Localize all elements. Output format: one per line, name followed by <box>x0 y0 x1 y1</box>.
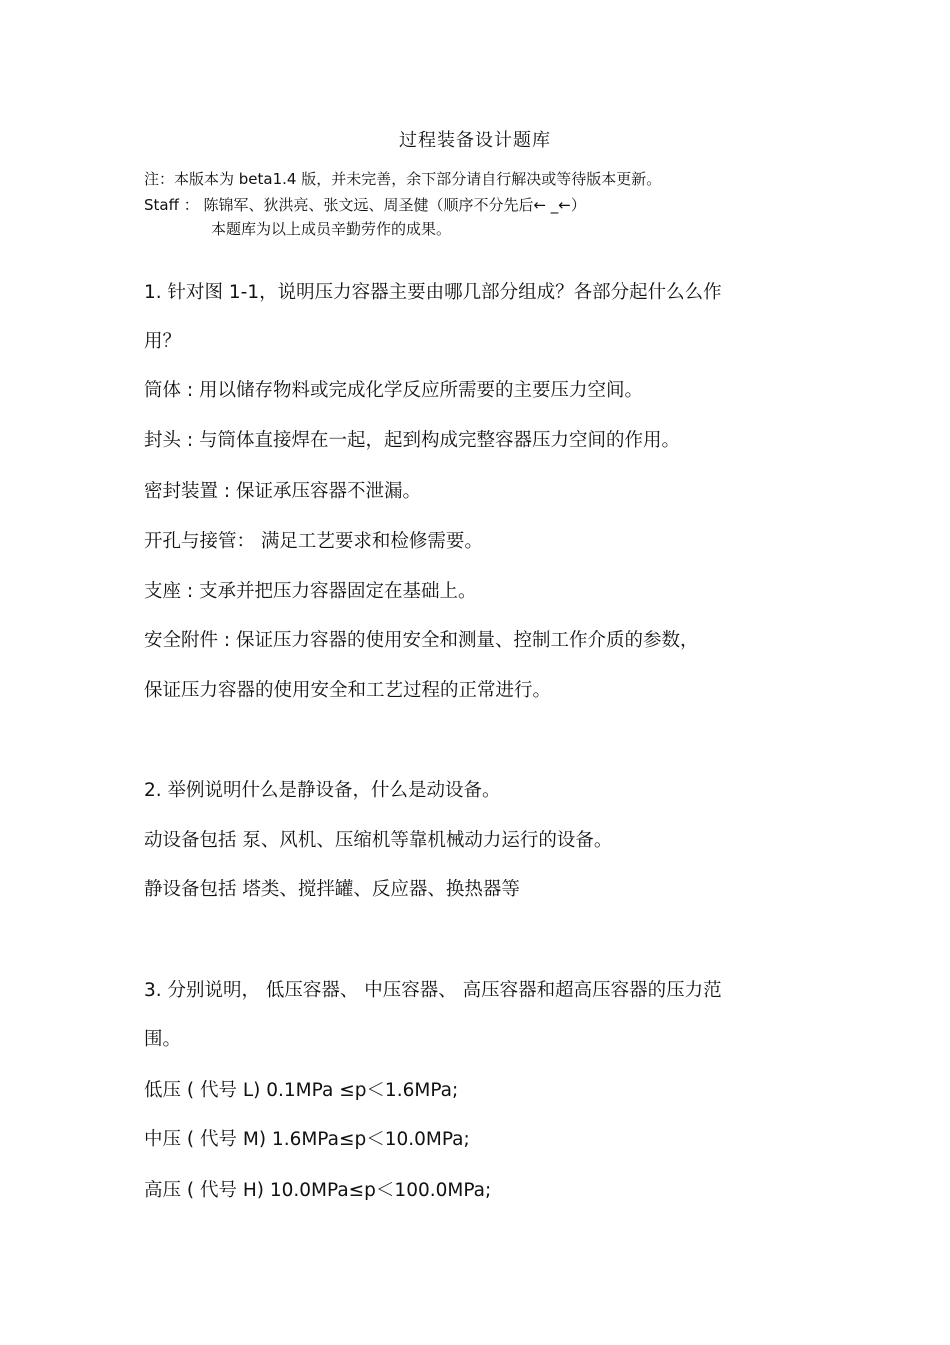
q1-answer-shell: 筒体 : 用以储存物料或完成化学反应所需要的主要压力空间。 <box>144 380 643 401</box>
q1-answer-safety: 安全附件 : 保证压力容器的使用安全和测量、控制工作介质的参数， <box>144 630 699 651</box>
q3-question-line2: 围。 <box>144 1029 182 1050</box>
q2-question: 2. 举例说明什么是静设备，什么是动设备。 <box>144 780 501 801</box>
q2-answer-static: 静设备包括 塔类、搅拌罐、反应器、换热器等 <box>144 879 520 900</box>
q1-answer-support: 支座 : 支承并把压力容器固定在基础上。 <box>144 581 477 602</box>
document-title: 过程装备设计题库 <box>399 130 551 151</box>
q1-question-line1: 1. 针对图 1-1，说明压力容器主要由哪几部分组成？各部分起什么么作 <box>144 282 722 303</box>
q2-answer-dynamic: 动设备包括 泵、风机、压缩机等靠机械动力运行的设备。 <box>144 830 613 851</box>
q3-answer-high: 高压 ( 代号 H) 10.0MPa≤p＜100.0MPa; <box>144 1180 492 1201</box>
q3-answer-medium: 中压 ( 代号 M) 1.6MPa≤p＜10.0MPa; <box>144 1129 470 1150</box>
version-note: 注：本版本为 beta1.4 版，并未完善，余下部分请自行解决或等待版本更新。 <box>144 170 662 188</box>
q1-answer-safety-cont: 保证压力容器的使用安全和工艺过程的正常进行。 <box>144 680 552 701</box>
q1-answer-head: 封头 : 与筒体直接焊在一起，起到构成完整容器压力空间的作用。 <box>144 430 680 451</box>
credit-note: 本题库为以上成员辛勤劳作的成果。 <box>211 220 452 238</box>
q3-question-line1: 3. 分别说明， 低压容器、 中压容器、 高压容器和超高压容器的压力范 <box>144 980 722 1001</box>
q3-answer-low: 低压 ( 代号 L) 0.1MPa ≤p＜1.6MPa; <box>144 1080 459 1101</box>
q1-answer-nozzle: 开孔与接管： 满足工艺要求和检修需要。 <box>144 531 483 552</box>
q1-answer-seal: 密封装置 : 保证承压容器不泄漏。 <box>144 481 421 502</box>
staff-note: Staff ： 陈锦军、狄洪亮、张文远、周圣健（顺序不分先后← _←） <box>144 196 586 214</box>
q1-question-line2: 用？ <box>144 331 182 352</box>
